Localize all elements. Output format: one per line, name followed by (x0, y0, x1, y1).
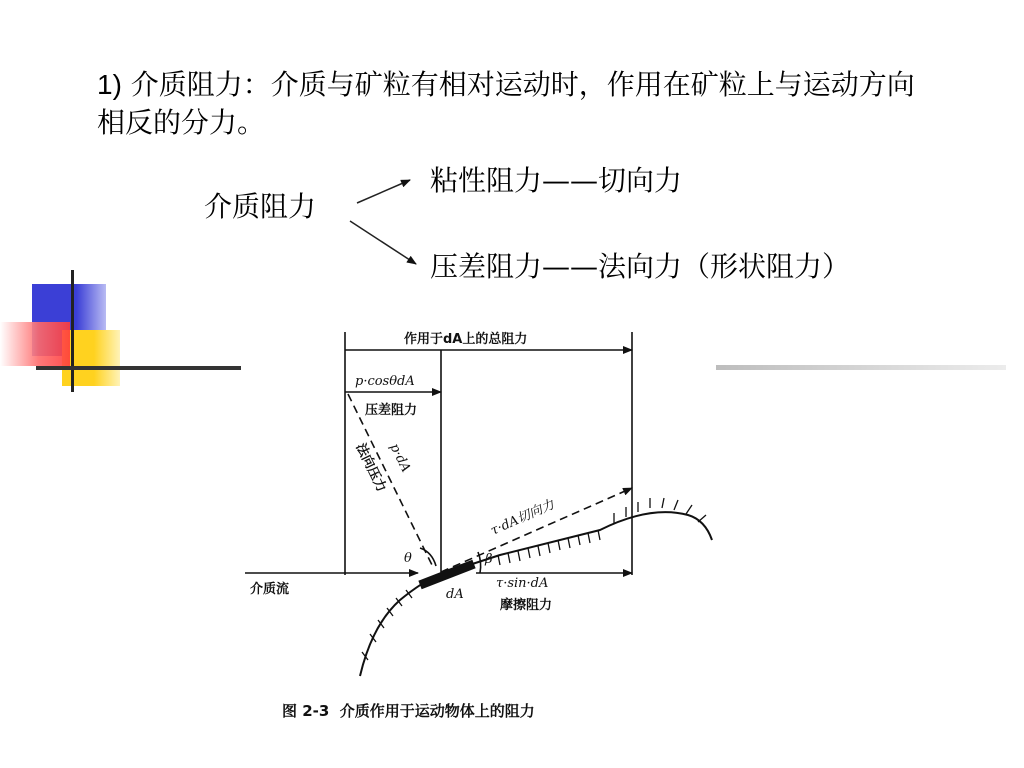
resistance-figure (245, 332, 712, 676)
label-beta: β (485, 552, 493, 567)
label-pcos: p·cosθdA (355, 374, 415, 389)
label-theta: θ (404, 551, 412, 566)
label-total-resistance: 作用于dA上的总阻力 (404, 332, 528, 347)
normal-pressure-line (348, 394, 432, 565)
particle-surface (360, 512, 712, 676)
definition-text: 介质阻力：介质与矿粒有相对运动时，作用在矿粒上与运动方向相反的分力。 (97, 68, 915, 139)
item-number: 1) (97, 69, 122, 100)
tree-branch-pressure: 压差阻力——法向力（形状阻力） (430, 250, 851, 283)
tree-arrow-up (357, 180, 410, 203)
label-pda: p·dA (386, 441, 414, 475)
tree-branch-viscous: 粘性阻力——切向力 (430, 164, 683, 197)
label-tau-sin: τ·sin·dA (496, 576, 549, 591)
label-da: dA (446, 587, 464, 602)
tangential-line (441, 488, 632, 572)
label-friction: 摩擦阻力 (500, 598, 553, 613)
label-tangential: τ·dA切向力 (488, 497, 557, 539)
label-normal-pressure: 法向压力 (352, 441, 389, 495)
label-medium-flow: 介质流 (250, 582, 290, 597)
label-pressure-diff: 压差阻力 (365, 403, 418, 418)
tree-arrow-down (350, 221, 416, 264)
da-element (420, 564, 474, 585)
tree-root-label: 介质阻力 (204, 190, 317, 223)
figure-caption: 图 2-3 介质作用于运动物体上的阻力 (282, 702, 535, 720)
